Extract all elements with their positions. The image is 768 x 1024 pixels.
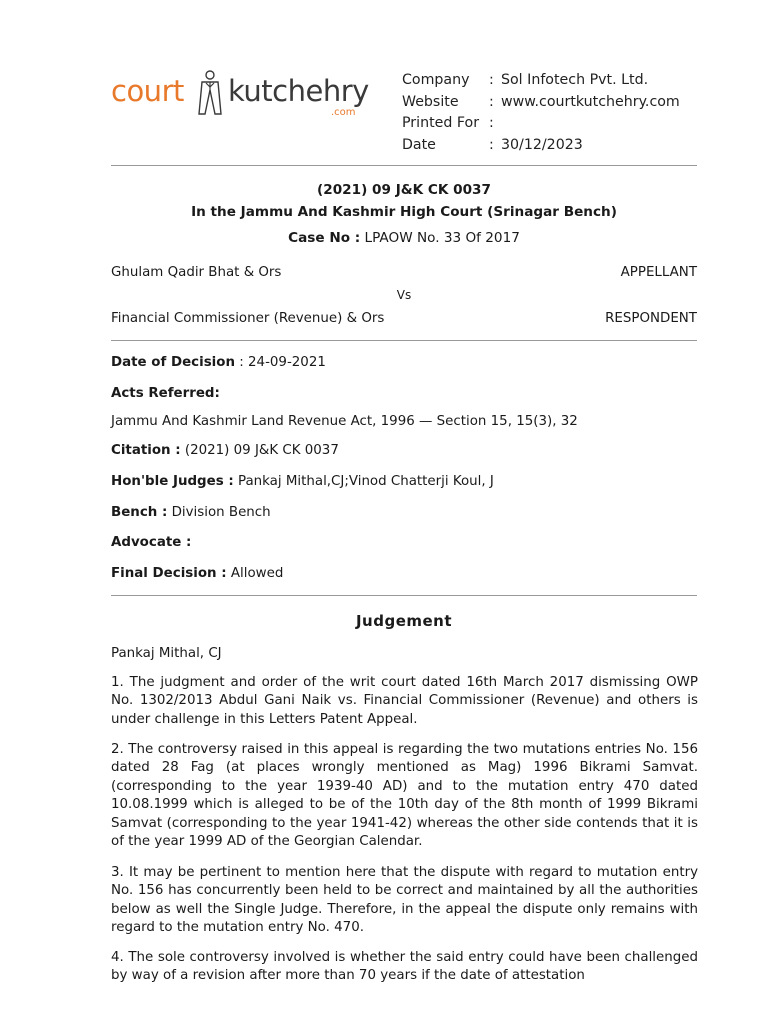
respondent-name: Financial Commissioner (Revenue) & Ors xyxy=(111,311,385,326)
judgement-author: Pankaj Mithal, CJ xyxy=(111,646,222,661)
appellant-role: APPELLANT xyxy=(620,265,697,280)
header-divider xyxy=(111,165,697,166)
judgement-paragraph: 4. The sole controversy involved is whether the said entry could have been challenged by way of a revision after more than 70 years if the date of attestation xyxy=(111,950,698,984)
case-number-label: Case No : xyxy=(288,230,361,246)
logo-text-kutchehry: kutchehry xyxy=(228,74,369,108)
respondent-role: RESPONDENT xyxy=(605,311,697,326)
meta-row-company: Company : Sol Infotech Pvt. Ltd. xyxy=(402,72,649,88)
parties-divider xyxy=(111,340,697,341)
print-meta xyxy=(402,70,702,156)
courtkutchehry-logo xyxy=(111,70,381,120)
acts-referred-label: Acts Referred: xyxy=(111,386,220,401)
meta-row-website: Website : www.courtkutchehry.com xyxy=(402,92,702,114)
honble-judges: Hon'ble Judges : Pankaj Mithal,CJ;Vinod Chatterji Koul, J xyxy=(111,474,494,489)
case-number-value: LPAOW No. 33 Of 2017 xyxy=(364,230,520,246)
meta-row-printed-for: Printed For : xyxy=(402,115,494,131)
logo-text-dotcom: .com xyxy=(331,107,356,118)
document-header xyxy=(111,66,697,156)
bench: Bench : Division Bench xyxy=(111,505,271,520)
details-divider xyxy=(111,595,697,596)
date-of-decision: Date of Decision : 24-09-2021 xyxy=(111,355,326,370)
appellant-name: Ghulam Qadir Bhat & Ors xyxy=(111,265,282,280)
versus-label: Vs xyxy=(396,288,412,302)
respondent-row xyxy=(111,311,697,329)
court-name: In the Jammu And Kashmir High Court (Srinagar Bench) xyxy=(191,204,617,220)
judgement-paragraph: 3. It may be pertinent to mention here that the dispute with regard to mutation entry No. 156 has concurrently been held to be correct and maintained by all the authorities below as well the Single Judge. Therefore, in the appeal the dispute only remains with regard to the mutation entry No. 470. xyxy=(111,865,698,936)
judgement-paragraph: 1. The judgment and order of the writ court dated 16th March 2017 dismissing OWP No. 1302/2013 Abdul Gani Naik vs. Financial Commissioner (Revenue) and others is under challenge in this Letters Patent Appeal. xyxy=(111,675,698,727)
appellant-row xyxy=(111,265,697,283)
judgement-heading: Judgement xyxy=(355,612,453,630)
website-link[interactable]: www.courtkutchehry.com xyxy=(501,93,680,110)
meta-row-date: Date : 30/12/2023 xyxy=(402,136,583,153)
case-number xyxy=(111,230,697,246)
advocate: Advocate : xyxy=(111,535,192,550)
judgement-paragraph: 2. The controversy raised in this appeal is regarding the two mutations entries No. 156 dated 28 Fag (at places wrongly mentioned as Mag) 1996 Bikrami Samvat. (corresponding to the year 1939-40 AD) and to the mutation entry 470 dated 10.08.1999 which is alleged to be of the 10th day of the 8th month of 1999 Bikrami Samvat (corresponding to the year 1941-42) whereas the other side contends that it is of the year 1999 AD of the Georgian Calendar. xyxy=(111,742,698,850)
citation: Citation : (2021) 09 J&K CK 0037 xyxy=(111,443,339,458)
acts-referred-value: Jammu And Kashmir Land Revenue Act, 1996 — Section 15, 15(3), 32 xyxy=(111,414,578,429)
case-citation-code: (2021) 09 J&K CK 0037 xyxy=(317,182,491,198)
logo-text-court: court xyxy=(111,74,184,108)
final-decision: Final Decision : Allowed xyxy=(111,566,284,581)
lawyer-figure-icon xyxy=(191,70,229,118)
